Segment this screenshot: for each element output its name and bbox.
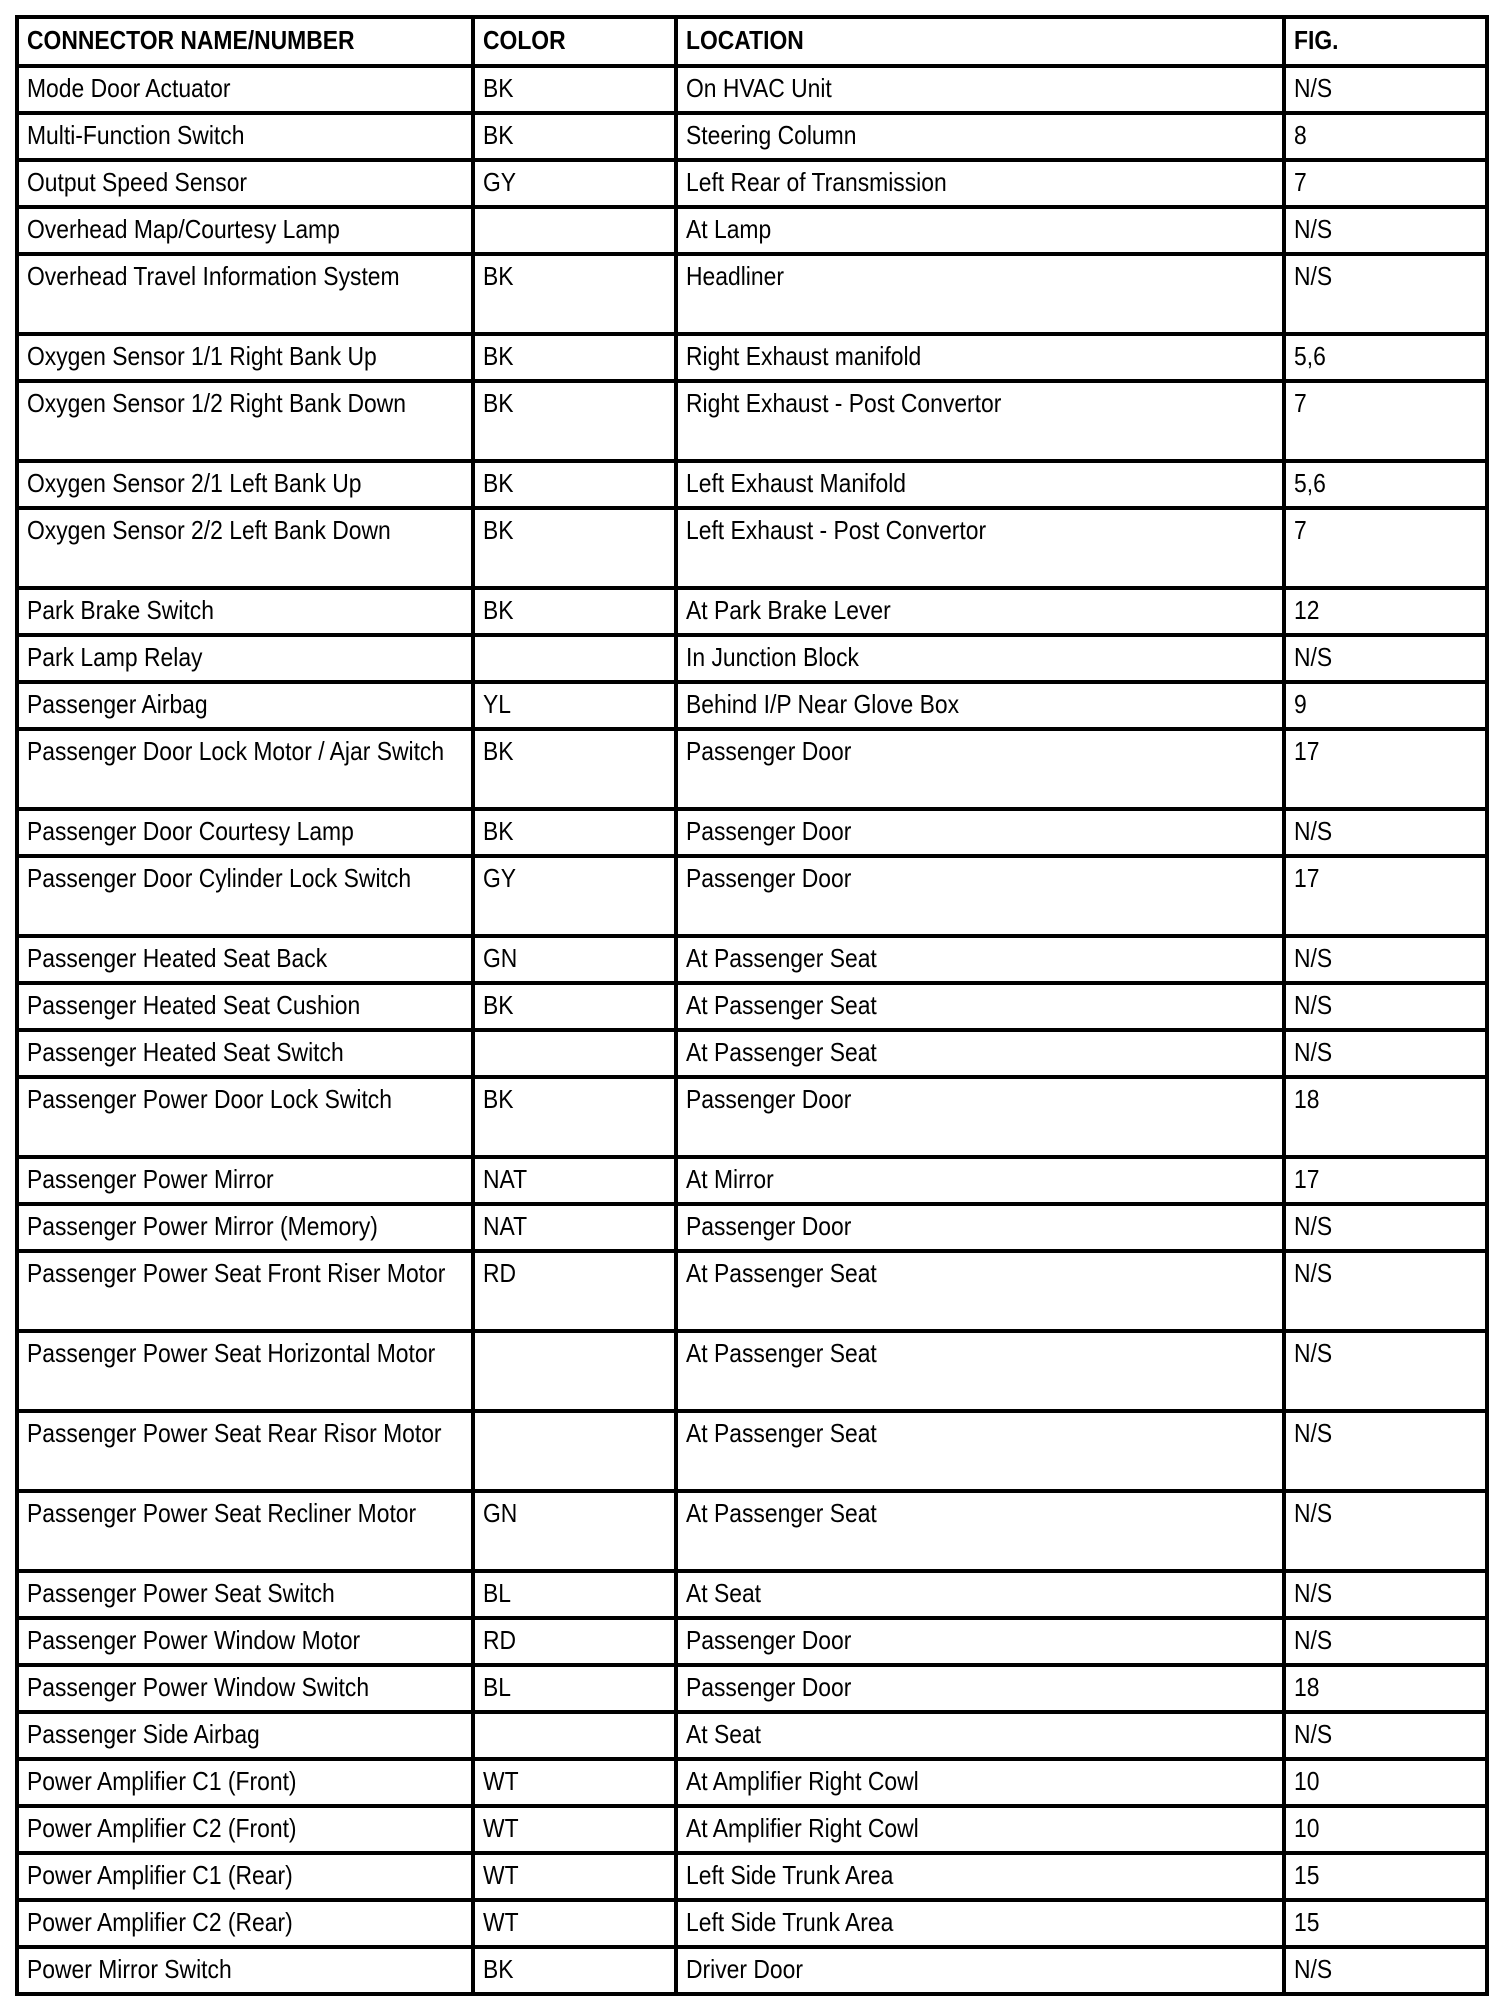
cell-connector-name: Passenger Power Seat Horizontal Motor (17, 1331, 473, 1411)
cell-fig: 7 (1284, 381, 1487, 461)
cell-fig: N/S (1284, 1618, 1487, 1665)
cell-color: BK (473, 1947, 676, 1994)
cell-color (473, 1030, 676, 1077)
table-row (17, 856, 1487, 936)
cell-connector-name: Oxygen Sensor 1/1 Right Bank Up (17, 334, 473, 381)
cell-fig: 17 (1284, 729, 1487, 809)
cell-location: On HVAC Unit (676, 66, 1284, 113)
table-row (17, 1491, 1487, 1571)
cell-location: At Passenger Seat (676, 1411, 1284, 1491)
cell-color (473, 1712, 676, 1759)
cell-fig: N/S (1284, 1411, 1487, 1491)
cell-location: Left Rear of Transmission (676, 160, 1284, 207)
cell-color: BK (473, 729, 676, 809)
table-row (17, 1204, 1487, 1251)
cell-color: WT (473, 1806, 676, 1853)
table-row (17, 983, 1487, 1030)
cell-color: WT (473, 1900, 676, 1947)
cell-color: YL (473, 682, 676, 729)
cell-color: GY (473, 160, 676, 207)
table-row (17, 1411, 1487, 1491)
cell-fig: N/S (1284, 1491, 1487, 1571)
table-row (17, 381, 1487, 461)
cell-fig: 7 (1284, 508, 1487, 588)
cell-color: BK (473, 1077, 676, 1157)
table-row (17, 1618, 1487, 1665)
cell-color: WT (473, 1853, 676, 1900)
cell-location: At Passenger Seat (676, 1331, 1284, 1411)
cell-fig: 18 (1284, 1665, 1487, 1712)
header-connector-name: CONNECTOR NAME/NUMBER (17, 17, 473, 66)
cell-color: BK (473, 508, 676, 588)
cell-color: RD (473, 1618, 676, 1665)
cell-color (473, 207, 676, 254)
cell-location: Passenger Door (676, 729, 1284, 809)
table-row (17, 113, 1487, 160)
cell-color: GY (473, 856, 676, 936)
cell-connector-name: Power Amplifier C1 (Rear) (17, 1853, 473, 1900)
cell-location: Left Side Trunk Area (676, 1900, 1284, 1947)
table-row (17, 1331, 1487, 1411)
cell-fig: 17 (1284, 1157, 1487, 1204)
cell-fig: 10 (1284, 1759, 1487, 1806)
cell-fig: N/S (1284, 936, 1487, 983)
cell-location: Right Exhaust manifold (676, 334, 1284, 381)
cell-connector-name: Passenger Power Seat Rear Risor Motor (17, 1411, 473, 1491)
cell-color (473, 1331, 676, 1411)
cell-connector-name: Power Amplifier C1 (Front) (17, 1759, 473, 1806)
cell-fig: N/S (1284, 983, 1487, 1030)
cell-location: At Passenger Seat (676, 936, 1284, 983)
cell-connector-name: Passenger Airbag (17, 682, 473, 729)
cell-color: GN (473, 936, 676, 983)
cell-color: BK (473, 66, 676, 113)
cell-fig: N/S (1284, 1030, 1487, 1077)
cell-location: At Passenger Seat (676, 983, 1284, 1030)
cell-connector-name: Passenger Heated Seat Cushion (17, 983, 473, 1030)
cell-fig: N/S (1284, 635, 1487, 682)
cell-color: BL (473, 1665, 676, 1712)
cell-fig: N/S (1284, 1712, 1487, 1759)
cell-color: BK (473, 461, 676, 508)
cell-fig: 12 (1284, 588, 1487, 635)
header-color: COLOR (473, 17, 676, 66)
cell-location: Passenger Door (676, 1618, 1284, 1665)
cell-connector-name: Multi-Function Switch (17, 113, 473, 160)
cell-connector-name: Power Amplifier C2 (Front) (17, 1806, 473, 1853)
cell-fig: N/S (1284, 1947, 1487, 1994)
cell-connector-name: Passenger Side Airbag (17, 1712, 473, 1759)
cell-location: At Park Brake Lever (676, 588, 1284, 635)
cell-color: NAT (473, 1204, 676, 1251)
cell-fig: N/S (1284, 254, 1487, 334)
cell-color (473, 1411, 676, 1491)
cell-connector-name: Power Mirror Switch (17, 1947, 473, 1994)
table-row (17, 254, 1487, 334)
cell-fig: N/S (1284, 66, 1487, 113)
table-row (17, 1030, 1487, 1077)
cell-connector-name: Oxygen Sensor 2/1 Left Bank Up (17, 461, 473, 508)
cell-location: In Junction Block (676, 635, 1284, 682)
cell-color: BK (473, 809, 676, 856)
cell-color: BK (473, 588, 676, 635)
cell-connector-name: Passenger Power Seat Front Riser Motor (17, 1251, 473, 1331)
cell-location: Steering Column (676, 113, 1284, 160)
cell-location: Passenger Door (676, 809, 1284, 856)
table-row (17, 1077, 1487, 1157)
cell-fig: 7 (1284, 160, 1487, 207)
table-row (17, 1712, 1487, 1759)
cell-fig: 5,6 (1284, 461, 1487, 508)
cell-location: Passenger Door (676, 856, 1284, 936)
table-row (17, 1900, 1487, 1947)
cell-connector-name: Oxygen Sensor 1/2 Right Bank Down (17, 381, 473, 461)
cell-location: Passenger Door (676, 1204, 1284, 1251)
cell-location: At Seat (676, 1571, 1284, 1618)
cell-fig: 18 (1284, 1077, 1487, 1157)
connector-location-table (15, 15, 1489, 1996)
cell-location: At Lamp (676, 207, 1284, 254)
table-row (17, 1947, 1487, 1994)
cell-location: Passenger Door (676, 1665, 1284, 1712)
cell-connector-name: Park Brake Switch (17, 588, 473, 635)
table-row (17, 461, 1487, 508)
table-row (17, 1759, 1487, 1806)
cell-color: BK (473, 983, 676, 1030)
cell-location: Driver Door (676, 1947, 1284, 1994)
cell-fig: 5,6 (1284, 334, 1487, 381)
cell-connector-name: Passenger Power Mirror (Memory) (17, 1204, 473, 1251)
table-row (17, 66, 1487, 113)
cell-connector-name: Passenger Door Courtesy Lamp (17, 809, 473, 856)
cell-location: At Mirror (676, 1157, 1284, 1204)
cell-connector-name: Passenger Power Door Lock Switch (17, 1077, 473, 1157)
table-row (17, 207, 1487, 254)
cell-location: Headliner (676, 254, 1284, 334)
cell-location: Behind I/P Near Glove Box (676, 682, 1284, 729)
table-row (17, 334, 1487, 381)
cell-connector-name: Output Speed Sensor (17, 160, 473, 207)
cell-connector-name: Passenger Door Cylinder Lock Switch (17, 856, 473, 936)
cell-color: BK (473, 254, 676, 334)
cell-location: Right Exhaust - Post Convertor (676, 381, 1284, 461)
cell-location: Left Exhaust - Post Convertor (676, 508, 1284, 588)
cell-color: BK (473, 334, 676, 381)
table-row (17, 1806, 1487, 1853)
table-row (17, 682, 1487, 729)
table-row (17, 1665, 1487, 1712)
cell-fig: 15 (1284, 1900, 1487, 1947)
cell-fig: N/S (1284, 1571, 1487, 1618)
cell-connector-name: Passenger Power Window Switch (17, 1665, 473, 1712)
cell-color: BK (473, 113, 676, 160)
table-row (17, 1853, 1487, 1900)
cell-fig: N/S (1284, 207, 1487, 254)
cell-connector-name: Overhead Map/Courtesy Lamp (17, 207, 473, 254)
cell-location: At Passenger Seat (676, 1251, 1284, 1331)
cell-color: RD (473, 1251, 676, 1331)
cell-fig: 17 (1284, 856, 1487, 936)
cell-connector-name: Passenger Door Lock Motor / Ajar Switch (17, 729, 473, 809)
cell-fig: N/S (1284, 809, 1487, 856)
table-row (17, 1251, 1487, 1331)
cell-fig: N/S (1284, 1204, 1487, 1251)
header-fig: FIG. (1284, 17, 1487, 66)
cell-fig: N/S (1284, 1251, 1487, 1331)
cell-fig: 10 (1284, 1806, 1487, 1853)
cell-fig: 9 (1284, 682, 1487, 729)
cell-connector-name: Passenger Power Seat Recliner Motor (17, 1491, 473, 1571)
table-row (17, 635, 1487, 682)
cell-location: At Amplifier Right Cowl (676, 1759, 1284, 1806)
cell-location: At Amplifier Right Cowl (676, 1806, 1284, 1853)
cell-location: Left Side Trunk Area (676, 1853, 1284, 1900)
cell-location: Passenger Door (676, 1077, 1284, 1157)
cell-connector-name: Power Amplifier C2 (Rear) (17, 1900, 473, 1947)
cell-connector-name: Passenger Power Mirror (17, 1157, 473, 1204)
cell-connector-name: Overhead Travel Information System (17, 254, 473, 334)
cell-fig: N/S (1284, 1331, 1487, 1411)
table-row (17, 508, 1487, 588)
table-row (17, 729, 1487, 809)
cell-location: At Passenger Seat (676, 1030, 1284, 1077)
cell-color: WT (473, 1759, 676, 1806)
table-row (17, 1571, 1487, 1618)
cell-location: At Passenger Seat (676, 1491, 1284, 1571)
cell-color (473, 635, 676, 682)
cell-color: BL (473, 1571, 676, 1618)
table-row (17, 1157, 1487, 1204)
cell-location: At Seat (676, 1712, 1284, 1759)
cell-color: NAT (473, 1157, 676, 1204)
cell-connector-name: Oxygen Sensor 2/2 Left Bank Down (17, 508, 473, 588)
table-row (17, 160, 1487, 207)
cell-color: GN (473, 1491, 676, 1571)
table-header-row (17, 17, 1487, 66)
cell-connector-name: Mode Door Actuator (17, 66, 473, 113)
table-row (17, 936, 1487, 983)
cell-connector-name: Passenger Heated Seat Switch (17, 1030, 473, 1077)
header-location: LOCATION (676, 17, 1284, 66)
cell-connector-name: Passenger Power Window Motor (17, 1618, 473, 1665)
cell-fig: 15 (1284, 1853, 1487, 1900)
cell-color: BK (473, 381, 676, 461)
cell-connector-name: Park Lamp Relay (17, 635, 473, 682)
table-body (17, 66, 1487, 1994)
cell-connector-name: Passenger Heated Seat Back (17, 936, 473, 983)
table-row (17, 588, 1487, 635)
table-row (17, 809, 1487, 856)
cell-fig: 8 (1284, 113, 1487, 160)
cell-connector-name: Passenger Power Seat Switch (17, 1571, 473, 1618)
cell-location: Left Exhaust Manifold (676, 461, 1284, 508)
